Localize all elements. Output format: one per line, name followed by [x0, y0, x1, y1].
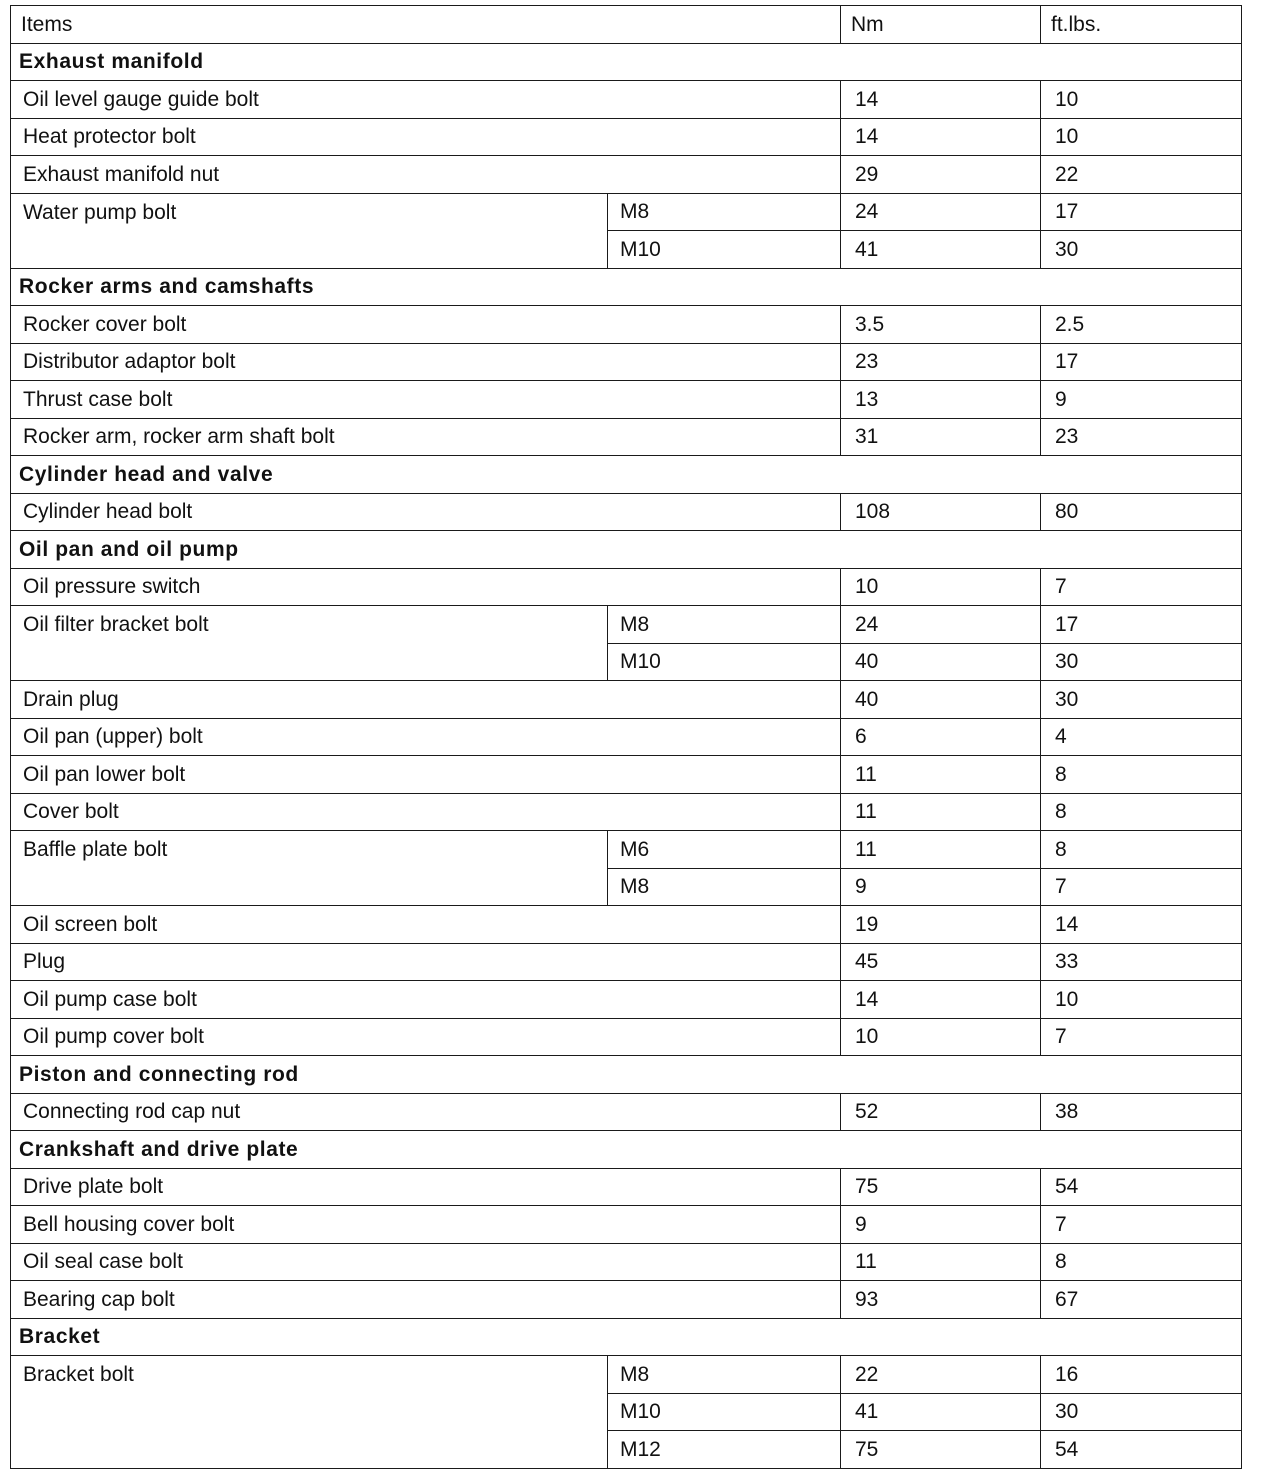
torque-ftlbs: 67 [1041, 1281, 1242, 1319]
group-row [11, 1131, 1242, 1169]
table-row [11, 381, 1242, 419]
table-row [11, 756, 1242, 794]
group-title: Crankshaft and drive plate [11, 1131, 1242, 1169]
torque-ftlbs: 10 [1041, 118, 1242, 156]
item-name: Drive plate bolt [11, 1168, 841, 1206]
torque-nm: 11 [841, 1243, 1041, 1281]
item-name: Oil pan (upper) bolt [11, 718, 841, 756]
table-row [11, 943, 1242, 981]
item-name: Baffle plate bolt [11, 831, 608, 906]
torque-ftlbs: 80 [1041, 493, 1242, 531]
group-title: Piston and connecting rod [11, 1056, 1242, 1094]
group-title: Rocker arms and camshafts [11, 268, 1242, 306]
table-row [11, 1206, 1242, 1244]
torque-nm: 31 [841, 418, 1041, 456]
torque-nm: 40 [841, 681, 1041, 719]
torque-nm: 75 [841, 1431, 1041, 1469]
item-name: Distributor adaptor bolt [11, 343, 841, 381]
torque-nm: 3.5 [841, 306, 1041, 344]
item-name: Drain plug [11, 681, 841, 719]
item-name: Heat protector bolt [11, 118, 841, 156]
header-items: Items [11, 6, 841, 44]
torque-ftlbs: 38 [1041, 1093, 1242, 1131]
item-name: Oil seal case bolt [11, 1243, 841, 1281]
torque-ftlbs: 30 [1041, 231, 1242, 269]
bolt-size: M8 [608, 606, 841, 644]
table-row [11, 493, 1242, 531]
header-row [11, 6, 1242, 44]
torque-nm: 6 [841, 718, 1041, 756]
item-name: Rocker arm, rocker arm shaft bolt [11, 418, 841, 456]
torque-ftlbs: 9 [1041, 381, 1242, 419]
group-title: Oil pan and oil pump [11, 531, 1242, 569]
group-row [11, 43, 1242, 81]
header-ftlbs: ft.lbs. [1041, 6, 1242, 44]
torque-ftlbs: 4 [1041, 718, 1242, 756]
item-name: Oil pump case bolt [11, 981, 841, 1019]
item-name: Rocker cover bolt [11, 306, 841, 344]
group-title: Exhaust manifold [11, 43, 1242, 81]
table-row [11, 81, 1242, 119]
torque-nm: 23 [841, 343, 1041, 381]
torque-ftlbs: 17 [1041, 606, 1242, 644]
table-row [11, 193, 1242, 231]
torque-ftlbs: 30 [1041, 643, 1242, 681]
torque-table-body [11, 6, 1242, 1469]
torque-ftlbs: 30 [1041, 681, 1242, 719]
torque-ftlbs: 7 [1041, 1018, 1242, 1056]
torque-ftlbs: 8 [1041, 756, 1242, 794]
torque-nm: 52 [841, 1093, 1041, 1131]
torque-ftlbs: 54 [1041, 1431, 1242, 1469]
bolt-size: M6 [608, 831, 841, 869]
torque-nm: 11 [841, 756, 1041, 794]
item-name: Plug [11, 943, 841, 981]
torque-ftlbs: 2.5 [1041, 306, 1242, 344]
torque-ftlbs: 33 [1041, 943, 1242, 981]
item-name: Bell housing cover bolt [11, 1206, 841, 1244]
torque-ftlbs: 8 [1041, 831, 1242, 869]
torque-nm: 41 [841, 231, 1041, 269]
table-row [11, 718, 1242, 756]
torque-nm: 10 [841, 568, 1041, 606]
group-row [11, 1318, 1242, 1356]
bolt-size: M8 [608, 868, 841, 906]
table-row [11, 1243, 1242, 1281]
torque-nm: 11 [841, 831, 1041, 869]
table-row [11, 831, 1242, 869]
table-row [11, 681, 1242, 719]
torque-nm: 29 [841, 156, 1041, 194]
item-name: Bracket bolt [11, 1356, 608, 1469]
table-row [11, 568, 1242, 606]
item-name: Oil level gauge guide bolt [11, 81, 841, 119]
item-name: Cover bolt [11, 793, 841, 831]
torque-ftlbs: 10 [1041, 981, 1242, 1019]
torque-nm: 22 [841, 1356, 1041, 1394]
torque-nm: 108 [841, 493, 1041, 531]
torque-nm: 14 [841, 981, 1041, 1019]
item-name: Oil pump cover bolt [11, 1018, 841, 1056]
table-row [11, 418, 1242, 456]
bolt-size: M8 [608, 1356, 841, 1394]
table-row [11, 118, 1242, 156]
torque-ftlbs: 17 [1041, 193, 1242, 231]
table-row [11, 1093, 1242, 1131]
table-row [11, 1356, 1242, 1394]
torque-ftlbs: 8 [1041, 793, 1242, 831]
torque-ftlbs: 22 [1041, 156, 1242, 194]
group-row [11, 1056, 1242, 1094]
torque-ftlbs: 8 [1041, 1243, 1242, 1281]
bolt-size: M10 [608, 643, 841, 681]
torque-ftlbs: 7 [1041, 568, 1242, 606]
torque-nm: 13 [841, 381, 1041, 419]
table-row [11, 156, 1242, 194]
torque-nm: 45 [841, 943, 1041, 981]
torque-spec-table [10, 5, 1242, 1469]
bolt-size: M10 [608, 1393, 841, 1431]
bolt-size: M12 [608, 1431, 841, 1469]
table-row [11, 306, 1242, 344]
table-row [11, 606, 1242, 644]
item-name: Oil pressure switch [11, 568, 841, 606]
torque-ftlbs: 17 [1041, 343, 1242, 381]
torque-nm: 41 [841, 1393, 1041, 1431]
torque-ftlbs: 30 [1041, 1393, 1242, 1431]
torque-nm: 14 [841, 118, 1041, 156]
group-title: Cylinder head and valve [11, 456, 1242, 494]
torque-nm: 9 [841, 1206, 1041, 1244]
torque-nm: 24 [841, 193, 1041, 231]
table-row [11, 343, 1242, 381]
item-name: Cylinder head bolt [11, 493, 841, 531]
torque-ftlbs: 23 [1041, 418, 1242, 456]
torque-ftlbs: 7 [1041, 1206, 1242, 1244]
table-row [11, 1018, 1242, 1056]
bolt-size: M10 [608, 231, 841, 269]
table-row [11, 793, 1242, 831]
torque-nm: 40 [841, 643, 1041, 681]
torque-nm: 14 [841, 81, 1041, 119]
torque-ftlbs: 10 [1041, 81, 1242, 119]
torque-nm: 75 [841, 1168, 1041, 1206]
table-row [11, 1281, 1242, 1319]
item-name: Bearing cap bolt [11, 1281, 841, 1319]
torque-nm: 10 [841, 1018, 1041, 1056]
torque-nm: 24 [841, 606, 1041, 644]
item-name: Oil screen bolt [11, 906, 841, 944]
table-row [11, 906, 1242, 944]
item-name: Oil filter bracket bolt [11, 606, 608, 681]
table-row [11, 981, 1242, 1019]
torque-ftlbs: 16 [1041, 1356, 1242, 1394]
bolt-size: M8 [608, 193, 841, 231]
torque-ftlbs: 7 [1041, 868, 1242, 906]
item-name: Connecting rod cap nut [11, 1093, 841, 1131]
torque-ftlbs: 54 [1041, 1168, 1242, 1206]
table-row [11, 1168, 1242, 1206]
header-nm: Nm [841, 6, 1041, 44]
group-row [11, 456, 1242, 494]
torque-ftlbs: 14 [1041, 906, 1242, 944]
group-row [11, 531, 1242, 569]
group-title: Bracket [11, 1318, 1242, 1356]
torque-nm: 19 [841, 906, 1041, 944]
item-name: Water pump bolt [11, 193, 608, 268]
torque-nm: 11 [841, 793, 1041, 831]
item-name: Exhaust manifold nut [11, 156, 841, 194]
item-name: Oil pan lower bolt [11, 756, 841, 794]
group-row [11, 268, 1242, 306]
torque-nm: 93 [841, 1281, 1041, 1319]
torque-nm: 9 [841, 868, 1041, 906]
item-name: Thrust case bolt [11, 381, 841, 419]
